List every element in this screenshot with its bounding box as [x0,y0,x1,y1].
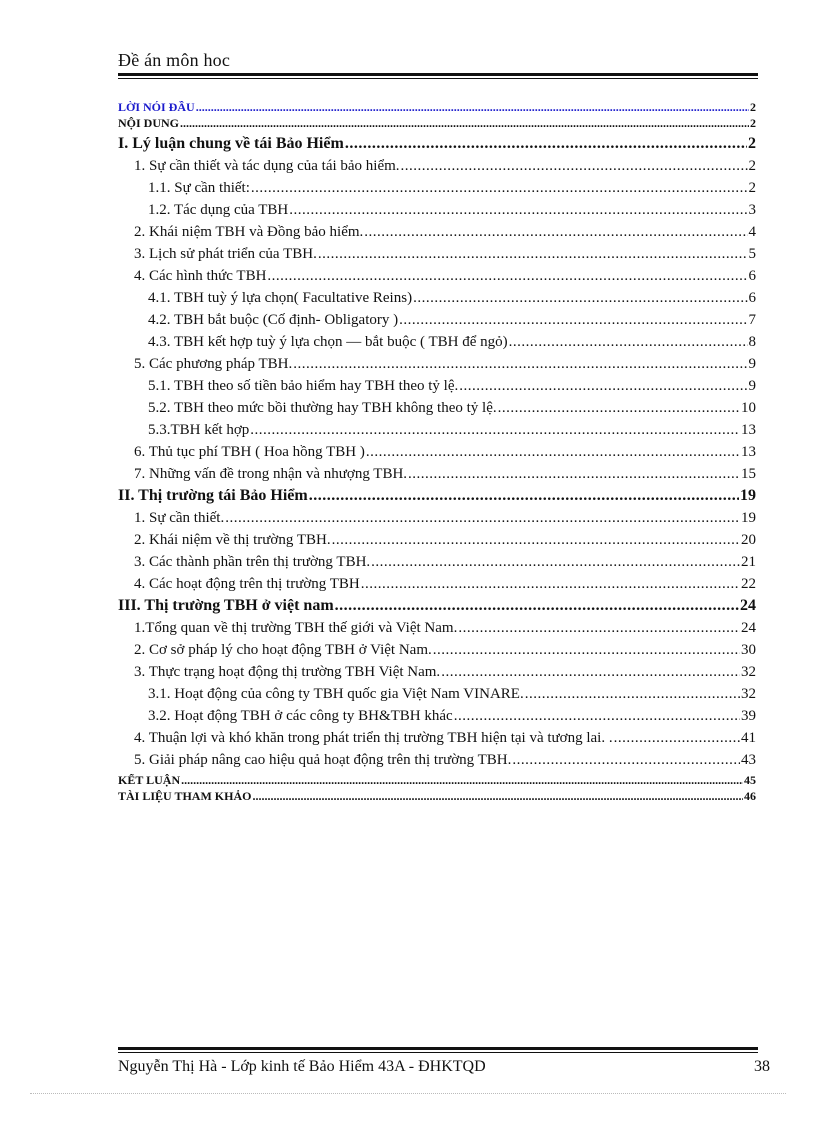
toc-entry[interactable] [118,375,756,397]
toc-entry-page: 5 [748,246,756,262]
toc-entry-page: 20 [741,532,756,548]
toc-entry-page: 2 [750,101,756,114]
toc-entry-page: 13 [741,444,756,460]
toc-entry-label: 2. Cơ sở pháp lý cho hoạt động TBH ở Việt Nam. [134,642,432,658]
toc-entry-label: 1.2. Tác dụng của TBH [148,202,289,218]
toc-entry-label: 2. Khái niệm về thị trường TBH. [134,532,331,548]
toc-entry-label: 6. Thủ tục phí TBH ( Hoa hồng TBH ) [134,444,365,460]
toc-entry-page: 2 [748,180,756,196]
toc-entry-page: 3 [748,202,756,218]
toc-dot-leader [509,331,748,353]
toc-dot-leader [525,683,740,705]
toc-entry[interactable] [118,199,756,221]
toc-entry-page: 19 [741,510,756,526]
toc-entry-page: 10 [741,400,756,416]
toc-entry-page: 32 [741,664,756,680]
page-edge-divider [30,1093,786,1094]
toc-entry-label: 3. Thực trạng hoạt động thị trường TBH Việt Nam. [134,664,441,680]
toc-entry-label: 4. Các hoạt động trên thị trường TBH [134,576,360,592]
toc-dot-leader [345,133,747,155]
toc-entry[interactable] [118,551,756,573]
toc-entry-page: 13 [741,422,756,438]
toc-dot-leader [614,727,740,749]
toc-entry-page: 7 [748,312,756,328]
footer-rule-thin [118,1052,758,1053]
toc-entry-label: LỜI NÓI ĐẦU [118,101,195,114]
toc-entry-label: 4. Thuận lợi và khó khăn trong phát triển thị trường TBH hiện tại và tương lai. . [134,730,613,746]
toc-entry-page: 4 [748,224,756,240]
header-rule-thick [118,73,758,76]
toc-dot-leader [441,661,740,683]
toc-entry-page: 2 [748,158,756,174]
toc-dot-leader [309,485,739,507]
toc-entry-page: 2 [750,117,756,130]
toc-entry[interactable] [118,117,756,130]
toc-entry-label: II. Thị trường tái Bảo Hiểm [118,487,308,504]
toc-entry[interactable] [118,243,756,265]
toc-entry-page: 43 [741,752,756,768]
toc-entry-page: 21 [741,554,756,570]
toc-entry-page: 22 [741,576,756,592]
toc-entry-page: 24 [741,620,756,636]
toc-entry-label: 5. Giải pháp nâng cao hiệu quả hoạt động trên thị trường TBH. [134,752,512,768]
toc-entry-page: 45 [744,774,756,787]
toc-entry[interactable] [118,529,756,551]
toc-dot-leader [225,507,740,529]
toc-dot-leader [181,774,743,787]
toc-dot-leader [399,309,747,331]
toc-entry[interactable] [118,287,756,309]
toc-dot-leader [371,551,740,573]
toc-dot-leader [512,749,740,771]
toc-entry-label: I. Lý luận chung về tái Bảo Hiểm [118,135,344,152]
table-of-contents [118,98,756,806]
toc-entry[interactable] [118,155,756,177]
toc-dot-leader [361,573,740,595]
toc-entry-label: 1. Sự cần thiết. [134,510,225,526]
toc-entry-page: 39 [741,708,756,724]
toc-entry-label: TÀI LIỆU THAM KHẢO [118,790,252,803]
toc-entry-page: 9 [748,378,756,394]
toc-entry[interactable] [118,309,756,331]
toc-entry[interactable] [118,573,756,595]
toc-entry[interactable] [118,507,756,529]
toc-entry-page: 2 [748,135,756,152]
toc-entry-label: 1.1. Sự cần thiết: [148,180,250,196]
toc-entry-label: 1. Sự cần thiết và tác dụng của tái bảo hiểm. [134,158,400,174]
toc-dot-leader [318,243,748,265]
toc-entry-label: 5.1. TBH theo số tiền bảo hiểm hay TBH theo tỷ lệ. [148,378,459,394]
toc-entry[interactable] [118,221,756,243]
toc-entry-label: 4.2. TBH bắt buộc (Cố định- Obligatory ) [148,312,399,328]
toc-entry-label: 1.Tổng quan về thị trường TBH thế giới và Việt Nam. [134,620,458,636]
toc-entry-page: 46 [744,790,756,803]
toc-dot-leader [267,265,747,287]
toc-entry-label: 5. Các phương pháp TBH. [134,356,293,372]
toc-dot-leader [180,117,749,130]
toc-dot-leader [408,463,740,485]
toc-entry[interactable] [118,683,756,705]
toc-dot-leader [332,529,740,551]
toc-dot-leader [289,199,747,221]
toc-entry[interactable] [118,441,756,463]
toc-entry-label: 3. Các thành phần trên thị trường TBH. [134,554,371,570]
toc-entry-page: 30 [741,642,756,658]
toc-dot-leader [335,595,739,617]
toc-entry-label: 4.3. TBH kết hợp tuỳ ý lựa chọn — bắt buộc ( TBH để ngỏ) [148,334,508,350]
header-rule-thin [118,78,758,79]
toc-entry-label: 2. Khái niệm TBH và Đồng bảo hiểm. [134,224,364,240]
toc-dot-leader [364,221,747,243]
toc-entry-label: KẾT LUẬN [118,774,181,787]
toc-entry-label: 7. Những vấn đề trong nhận và nhượng TBH. [134,466,408,482]
toc-dot-leader [196,101,749,114]
toc-dot-leader [251,177,748,199]
toc-entry[interactable] [118,133,756,155]
toc-entry[interactable] [118,101,756,114]
toc-entry-page: 6 [748,290,756,306]
toc-entry[interactable] [118,331,756,353]
toc-entry-page: 41 [741,730,756,746]
toc-dot-leader [252,790,743,803]
toc-entry-page: 6 [748,268,756,284]
toc-entry[interactable] [118,705,756,727]
toc-entry-page: 24 [740,597,756,614]
toc-entry-label: III. Thị trường TBH ở việt nam [118,597,334,614]
toc-entry[interactable] [118,397,756,419]
footer-rule-thick [118,1047,758,1050]
toc-entry[interactable] [118,727,756,749]
toc-entry-page: 19 [740,487,756,504]
toc-dot-leader [433,639,740,661]
toc-dot-leader [459,375,747,397]
toc-entry[interactable] [118,419,756,441]
toc-entry-label: 5.2. TBH theo mức bồi thường hay TBH không theo tỷ lệ. [148,400,497,416]
toc-dot-leader [401,155,748,177]
toc-entry[interactable] [118,774,756,787]
toc-dot-leader [250,419,740,441]
footer-author: Nguyễn Thị Hà - Lớp kinh tế Bảo Hiểm 43A - ĐHKTQD [118,1058,486,1075]
toc-entry[interactable] [118,265,756,287]
toc-entry[interactable] [118,353,756,375]
toc-dot-leader [413,287,747,309]
toc-entry-page: 9 [748,356,756,372]
toc-entry[interactable] [118,661,756,683]
toc-dot-leader [458,617,740,639]
toc-dot-leader [454,705,740,727]
toc-entry[interactable] [118,177,756,199]
toc-entry[interactable] [118,790,756,803]
toc-entry-label: 4.1. TBH tuỳ ý lựa chọn( Facultative Reins) [148,290,413,306]
toc-dot-leader [366,441,740,463]
header-title: Đề án môn hoc [118,50,231,70]
toc-entry[interactable] [118,463,756,485]
toc-entry-page: 8 [748,334,756,350]
toc-entry-label: 3.2. Hoạt động TBH ở các công ty BH&TBH khác [148,708,453,724]
toc-entry-label: 3. Lịch sử phát triển của TBH. [134,246,317,262]
toc-entry[interactable] [118,617,756,639]
toc-entry[interactable] [118,485,756,507]
toc-entry-label: NỘI DUNG [118,117,180,130]
toc-entry-label: 4. Các hình thức TBH [134,268,267,284]
footer-page-number: 38 [754,1058,770,1075]
toc-entry[interactable] [118,639,756,661]
toc-entry[interactable] [118,749,756,771]
toc-entry-page: 15 [741,466,756,482]
toc-dot-leader [293,353,747,375]
toc-entry[interactable] [118,595,756,617]
toc-entry-label: 3.1. Hoạt động của công ty TBH quốc gia Việt Nam VINARE. [148,686,524,702]
toc-dot-leader [498,397,740,419]
toc-entry-page: 32 [741,686,756,702]
toc-entry-label: 5.3.TBH kết hợp [148,422,250,438]
